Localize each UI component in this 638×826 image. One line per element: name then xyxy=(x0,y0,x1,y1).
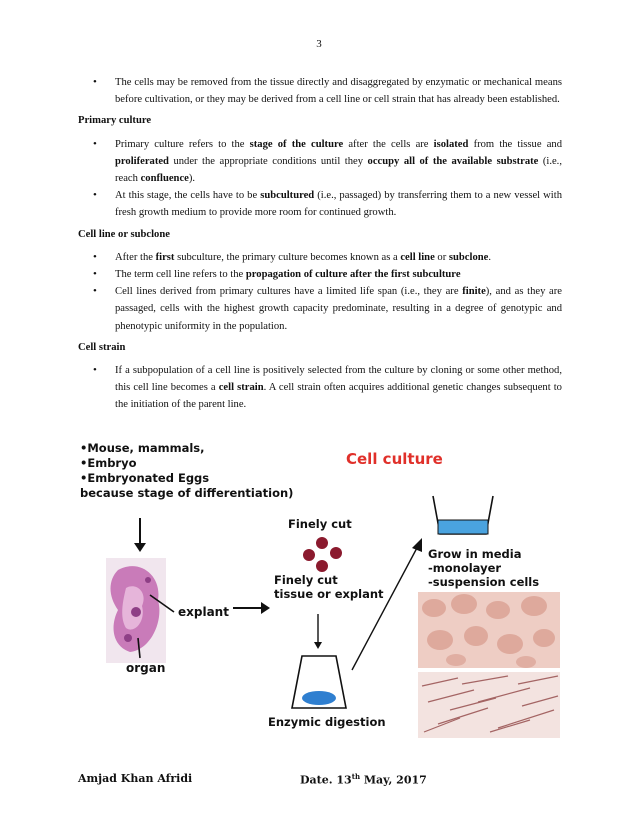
list-item: • After the first subculture, the primary culture becomes known as a cell line or subclone. xyxy=(78,249,562,266)
finely-cut-label: Finely cut xyxy=(288,517,352,531)
explant-label: explant xyxy=(178,605,229,619)
list-item: • Cell lines derived from primary cultures have a limited life span (i.e., they are finite), and as they are passaged, cells with the highest growth capacity predominate, resulting in a degree of genotypic and phenotypic uniformity in the population. xyxy=(78,283,562,335)
footer-author: Amjad Khan Afridi xyxy=(78,772,193,785)
footer-date: Date. 13th May, 2017 xyxy=(300,772,427,787)
arrow-diagonal-head xyxy=(412,538,422,552)
figure-title: Cell culture xyxy=(346,450,443,468)
suspension-cells-label: -suspension cells xyxy=(428,575,540,589)
digestion-flask xyxy=(292,656,346,708)
arrow-down-head xyxy=(134,543,146,552)
cell-culture-diagram xyxy=(78,440,562,740)
tissue-pieces xyxy=(303,537,342,572)
cell-strain-list xyxy=(78,362,562,414)
cell-line-list xyxy=(78,249,562,335)
section-heading-cell-line: Cell line or subclone xyxy=(78,228,170,240)
organ-label: organ xyxy=(126,661,166,675)
document-body xyxy=(78,74,562,414)
source-line-2: •Embryo xyxy=(80,456,137,470)
list-item: • The cells may be removed from the tissue directly and disaggregated by enzymatic or mechanical means before cultivation, or they may be derived from a cell line or cell strain that has already been established. xyxy=(78,74,562,108)
grow-in-media-label: Grow in media xyxy=(428,547,522,561)
list-item: • At this stage, the cells have to be subcultured (i.e., passaged) by transferring them to a new vessel with fresh growth medium to provide more room for continued growth. xyxy=(78,187,562,221)
arrow-diagonal-line xyxy=(352,546,418,670)
arrow-right-head xyxy=(261,602,270,614)
page-number: 3 xyxy=(316,38,322,50)
intro-list xyxy=(78,74,562,108)
primary-culture-list xyxy=(78,136,562,222)
finely-cut-tissue-label-2: tissue or explant xyxy=(274,587,384,601)
list-item: • The term cell line refers to the propagation of culture after the first subculture xyxy=(78,266,562,283)
monolayer-micrograph xyxy=(418,592,560,668)
source-line-1: •Mouse, mammals, xyxy=(80,441,205,455)
list-item: • If a subpopulation of a cell line is positively selected from the culture by cloning or some other method, this cell line becomes a cell strain. A cell strain often acquires additional genetic changes subsequent to the initiation of the parent line. xyxy=(78,362,562,414)
suspension-micrograph xyxy=(418,672,560,738)
section-heading-cell-strain: Cell strain xyxy=(78,341,126,353)
organ-image xyxy=(106,558,166,663)
arrow-to-flask-head xyxy=(314,642,322,649)
enzymic-digestion-label: Enzymic digestion xyxy=(268,715,386,729)
source-line-3: •Embryonated Eggs xyxy=(80,471,210,485)
finely-cut-tissue-label-1: Finely cut xyxy=(274,573,338,587)
monolayer-label: -monolayer xyxy=(428,561,502,575)
section-heading-primary-culture: Primary culture xyxy=(78,115,152,127)
media-dish xyxy=(433,496,493,534)
list-item: • Primary culture refers to the stage of the culture after the cells are isolated from the tissue and proliferated under the appropriate conditions until they occupy all of the available substrate (i.e., reach confluence). xyxy=(78,136,562,188)
source-line-4: because stage of differentiation) xyxy=(80,486,294,500)
